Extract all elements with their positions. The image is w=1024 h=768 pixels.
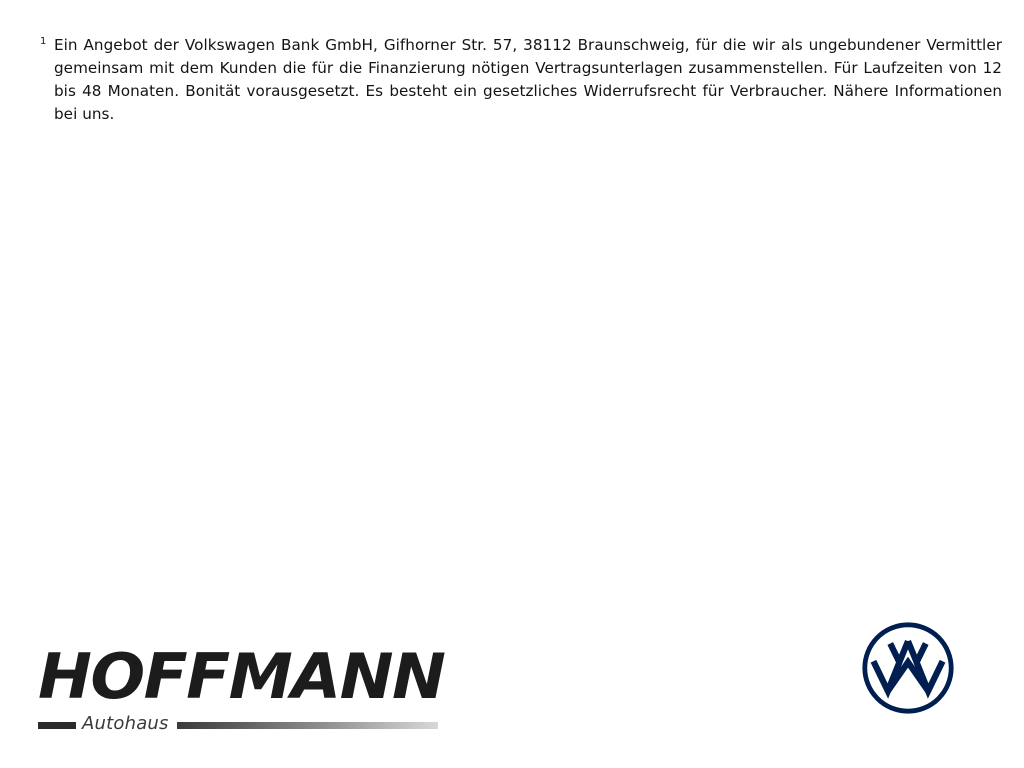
footnote-text: 1 Ein Angebot der Volkswagen Bank GmbH, Gifhorner Str. 57, 38112 Braunschweig, für die wir als ungebundener Vermittler gemeinsam mit dem Kunden die für die Finanzierung nötigen Vertragsunterlagen zusammenstellen. Für Laufzeiten von 12 bis 48 Monaten. Bonität vorausgesetzt. Es besteht ein gesetzliches Widerrufsrecht für Verbraucher. Nähere Informationen bei uns. — [40, 35, 1002, 124]
volkswagen-logo-icon — [860, 620, 956, 716]
dealer-subtitle-row — [38, 712, 438, 734]
footnote-body: Ein Angebot der Volkswagen Bank GmbH, Gifhorner Str. 57, 38112 Braunschweig, für die wir als ungebundener Vermittler gemeinsam mit dem Kunden die für die Finanzierung nötigen Vertragsunterlagen zusammenstellen. Für Laufzeiten von 12 bis 48 Monaten. Bonität vorausgesetzt. Es besteht ein gesetzliches Widerrufsrecht für Verbraucher. Nähere Informationen bei uns. — [54, 36, 1002, 124]
dealer-logo — [38, 640, 445, 736]
dealer-bar-left-decoration — [38, 722, 76, 729]
dealer-subtitle: Autohaus — [82, 712, 169, 734]
dealer-bar-right-decoration — [177, 722, 438, 729]
dealer-name: HOFFMANN — [38, 640, 445, 713]
